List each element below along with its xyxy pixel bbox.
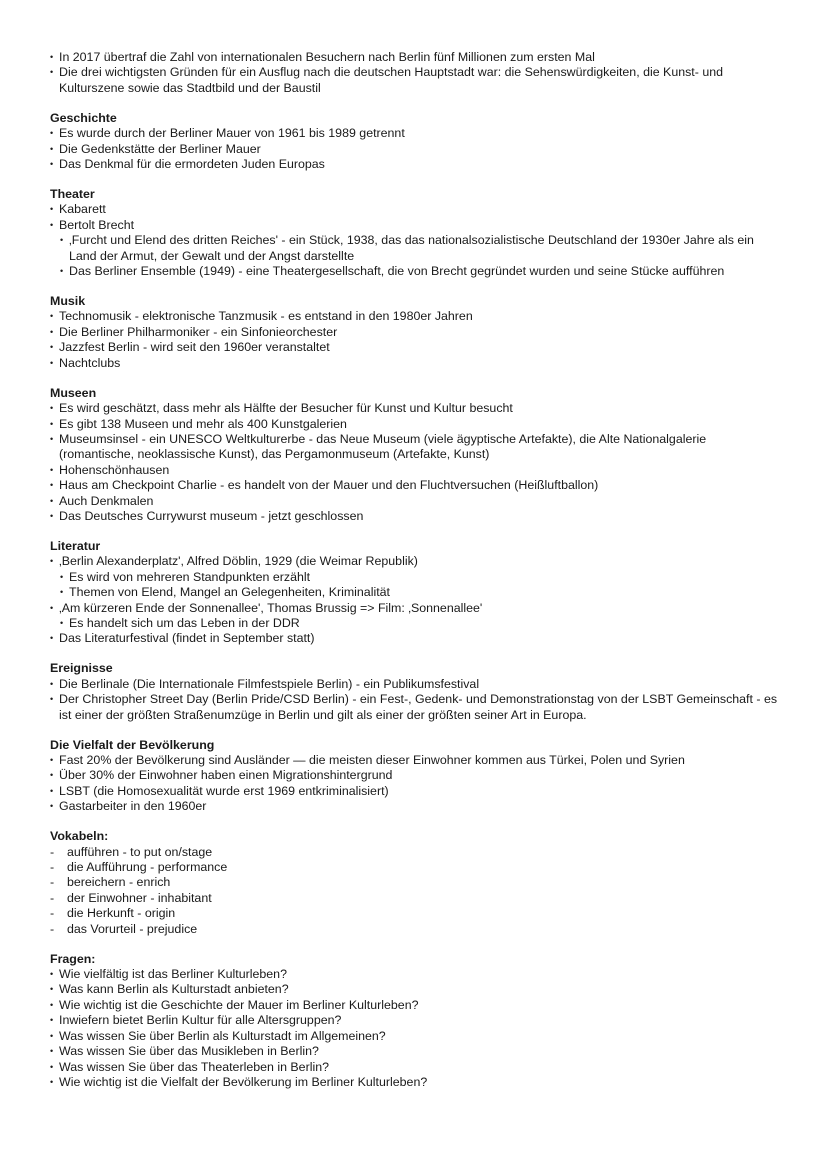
sub-list-item: • Themen von Elend, Mangel an Gelegenheiten, Kriminalität [50,585,780,600]
document-page [50,50,780,1105]
item-list [50,202,780,279]
list-item: • Die Gedenkstätte der Berliner Mauer [50,142,780,157]
list-item: • Es gibt 138 Museen und mehr als 400 Kunstgalerien [50,417,780,432]
section-heading: Fragen: [50,951,96,966]
list-item: • Hohenschönhausen [50,463,780,478]
list-item: • Was wissen Sie über das Theaterleben in Berlin? [50,1060,780,1075]
list-item: - die Herkunft - origin [50,906,780,921]
list-item: • Es wurde durch der Berliner Mauer von 1961 bis 1989 getrennt [50,126,780,141]
section [50,50,780,96]
section-heading: Vokabeln: [50,829,109,844]
section [50,111,780,173]
item-list [50,309,780,371]
list-item: • Technomusik - elektronische Tanzmusik - es entstand in den 1980er Jahren [50,309,780,324]
section [50,952,780,1091]
item-list [50,554,780,646]
list-item: • Das Deutsches Currywurst museum - jetzt geschlossen [50,509,780,524]
list-item: - bereichern - enrich [50,875,780,890]
list-item: • Das Literaturfestival (findet in September statt) [50,631,780,646]
list-item: • Wie vielfältig ist das Berliner Kulturleben? [50,967,780,982]
list-item: • In 2017 übertraf die Zahl von internationalen Besuchern nach Berlin fünf Millionen zum ersten Mal [50,50,780,65]
section [50,386,780,525]
list-item: • Wie wichtig ist die Vielfalt der Bevölkerung im Berliner Kulturleben? [50,1075,780,1090]
sub-list-item: • Es handelt sich um das Leben in der DDR [50,616,780,631]
item-list [50,50,780,96]
list-item: • ‚Am kürzeren Ende der Sonnenallee', Thomas Brussig => Film: ‚Sonnenallee' [50,601,780,616]
section-heading: Geschichte [50,110,117,125]
sub-list-item: • Das Berliner Ensemble (1949) - eine Theatergesellschaft, die von Brecht gegründet wurden und seine Stücke aufführen [50,264,780,279]
list-item: • Die Berlinale (Die Internationale Filmfestspiele Berlin) - ein Publikumsfestival [50,677,780,692]
section-heading: Musik [50,294,86,309]
list-item: • Über 30% der Einwohner haben einen Migrationshintergrund [50,768,780,783]
list-item: • Fast 20% der Bevölkerung sind Ausländer — die meisten dieser Einwohner kommen aus Türkei, Polen und Syrien [50,753,780,768]
list-item: - das Vorurteil - prejudice [50,922,780,937]
list-item: • LSBT (die Homosexualität wurde erst 1969 entkriminalisiert) [50,784,780,799]
list-item: • Museumsinsel - ein UNESCO Weltkulturerbe - das Neue Museum (viele ägyptische Artefakte), die Alte Nationalgalerie (romantische, neoklassische Kunst), das Pergamonmuseum (Artefakte, Kunst) [50,432,780,463]
item-list [50,126,780,172]
section [50,738,780,815]
list-item: • ‚Berlin Alexanderplatz', Alfred Döblin, 1929 (die Weimar Republik) [50,554,780,569]
section [50,661,780,723]
list-item: • Was wissen Sie über Berlin als Kulturstadt im Allgemeinen? [50,1029,780,1044]
item-list [50,753,780,815]
section [50,294,780,371]
list-item: - der Einwohner - inhabitant [50,891,780,906]
section [50,539,780,647]
list-item: • Kabarett [50,202,780,217]
item-list [50,401,780,524]
list-item: • Nachtclubs [50,356,780,371]
list-item: • Was kann Berlin als Kulturstadt anbieten? [50,982,780,997]
section-heading: Literatur [50,538,101,553]
list-item: • Auch Denkmalen [50,494,780,509]
list-item: • Bertolt Brecht [50,218,780,233]
list-item: • Das Denkmal für die ermordeten Juden Europas [50,157,780,172]
section-heading: Die Vielfalt der Bevölkerung [50,737,215,752]
list-item: • Die Berliner Philharmoniker - ein Sinfonieorchester [50,325,780,340]
section-heading: Theater [50,187,95,202]
list-item: • Was wissen Sie über das Musikleben in Berlin? [50,1044,780,1059]
list-item: • Jazzfest Berlin - wird seit den 1960er veranstaltet [50,340,780,355]
section-heading: Museen [50,385,97,400]
list-item: • Wie wichtig ist die Geschichte der Mauer im Berliner Kulturleben? [50,998,780,1013]
list-item: • Haus am Checkpoint Charlie - es handelt von der Mauer und den Fluchtversuchen (Heißluftballon) [50,478,780,493]
list-item: - aufführen - to put on/stage [50,845,780,860]
list-item: • Es wird geschätzt, dass mehr als Hälfte der Besucher für Kunst und Kultur besucht [50,401,780,416]
section [50,187,780,279]
list-item: • Die drei wichtigsten Gründen für ein Ausflug nach die deutschen Hauptstadt war: die Sehenswürdigkeiten, die Kunst- und Kulturszene sowie das Stadtbild und der Baustil [50,65,780,96]
item-list [50,677,780,723]
sub-list-item: • ‚Furcht und Elend des dritten Reiches' - ein Stück, 1938, das das nationalsozialistische Deutschland der 1930er Jahre als ein Land der Armut, der Gewalt und der Angst darstellte [50,233,780,264]
sub-list-item: • Es wird von mehreren Standpunkten erzählt [50,570,780,585]
list-item: • Gastarbeiter in den 1960er [50,799,780,814]
section [50,829,780,937]
item-list [50,967,780,1090]
section-heading: Ereignisse [50,661,113,676]
item-list [50,845,780,937]
list-item: • Der Christopher Street Day (Berlin Pride/CSD Berlin) - ein Fest-, Gedenk- und Demonstrationstag von der LSBT Gemeinschaft - es ist einer der größten Straßenumzüge in Berlin und gilt als einer der größten seiner Art in Europa. [50,692,780,723]
list-item: • Inwiefern bietet Berlin Kultur für alle Altersgruppen? [50,1013,780,1028]
list-item: - die Aufführung - performance [50,860,780,875]
